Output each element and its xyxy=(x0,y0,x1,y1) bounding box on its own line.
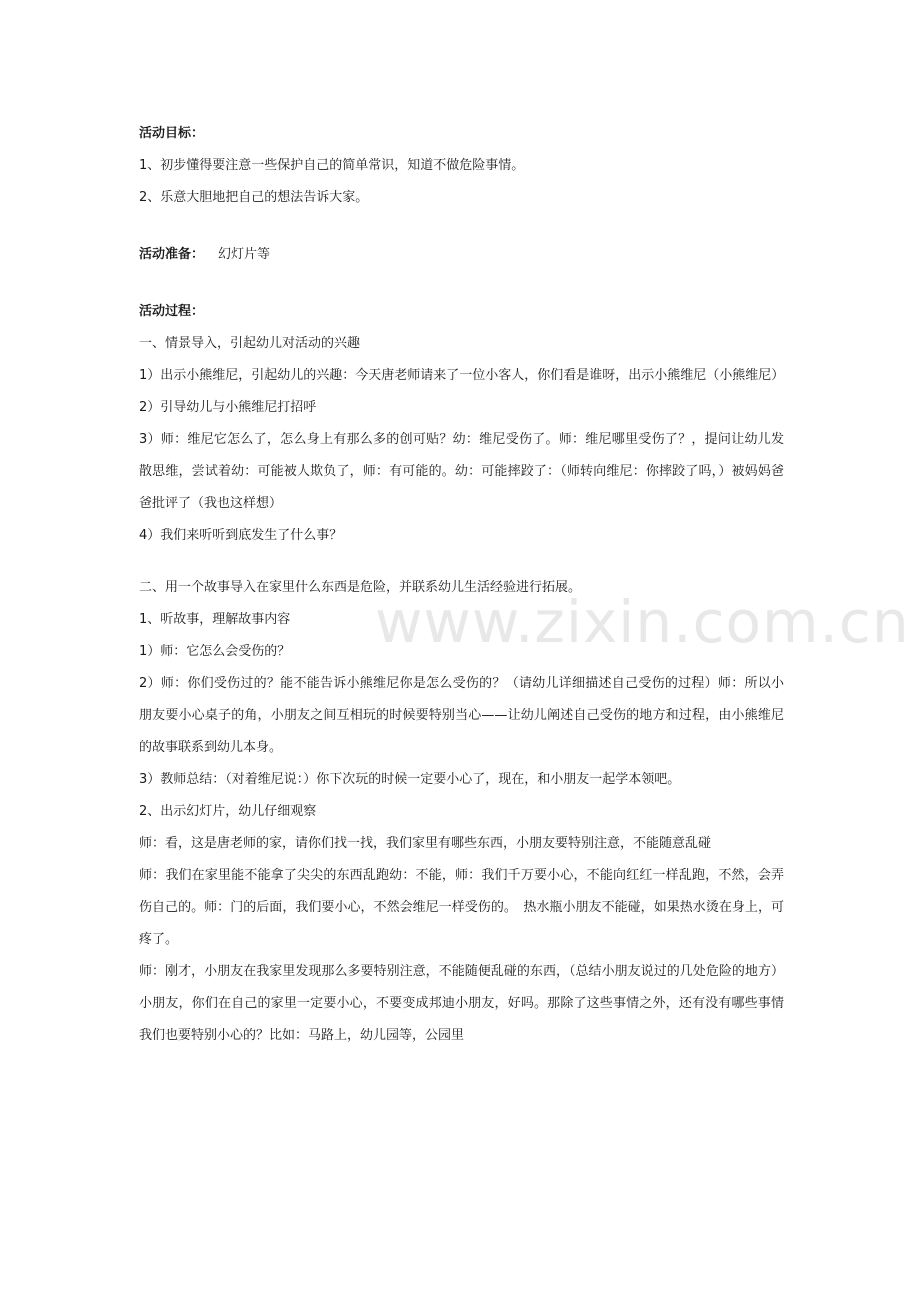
goals-heading: 活动目标： xyxy=(139,126,205,141)
part2-sub1: 1、听故事，理解故事内容 xyxy=(139,612,291,627)
paragraph: 师：我们在家里能不能拿了尖尖的东西乱跑幼：不能，师：我们千万要小心，不能向红红一样乱跑，不然，会弄伤自己的。师：门的后面，我们要小心，不然会维尼一样受伤的。 热水瓶小朋友不能碰，如果热水烫在身上，可疼了。 xyxy=(139,868,784,947)
part2-sub2: 2、出示幻灯片，幼儿仔细观察 xyxy=(139,804,317,819)
paragraph: 师：看，这是唐老师的家，请你们找一找，我们家里有哪些东西，小朋友要特别注意，不能随意乱碰 xyxy=(139,836,712,851)
paragraph: 1）出示小熊维尼，引起幼儿的兴趣：今天唐老师请来了一位小客人，你们看是谁呀，出示小熊维尼（小熊维尼） xyxy=(139,368,785,383)
goal-item: 2、乐意大胆地把自己的想法告诉大家。 xyxy=(139,190,369,205)
paragraph: 2）引导幼儿与小熊维尼打招呼 xyxy=(139,400,317,415)
spacer xyxy=(139,271,784,296)
preparation-heading: 活动准备： xyxy=(139,247,205,262)
process-heading: 活动过程： xyxy=(139,304,205,319)
lesson-plan-body xyxy=(139,118,784,1052)
goal-item: 1、初步懂得要注意一些保护自己的简单常识，知道不做危险事情。 xyxy=(139,158,525,173)
paragraph: 3）教师总结：（对着维尼说：）你下次玩的时候一定要小心了，现在，和小朋友一起学本领吧。 xyxy=(139,772,681,787)
paragraph: 3）师：维尼它怎么了，怎么身上有那么多的创可贴？幼：维尼受伤了。师：维尼哪里受伤了？，提问让幼儿发散思维，尝试着幼：可能被人欺负了，师：有可能的。幼：可能摔跤了：（师转向维尼：你摔跤了吗，）被妈妈爸爸批评了（我也这样想） xyxy=(139,432,784,511)
part1-title: 一、情景导入，引起幼儿对活动的兴趣 xyxy=(139,336,361,351)
watermark: www.zixin.com.cn xyxy=(375,588,910,656)
paragraph: 4）我们来听听到底发生了什么事？ xyxy=(139,528,343,543)
spacer xyxy=(139,552,784,572)
spacer xyxy=(139,214,784,239)
preparation-line xyxy=(139,239,784,271)
part2-title: 二、用一个故事导入在家里什么东西是危险，并联系幼儿生活经验进行拓展。 xyxy=(139,580,582,595)
paragraph: 2）师：你们受伤过的？能不能告诉小熊维尼你是怎么受伤的？（请幼儿详细描述自己受伤的过程）师：所以小朋友要小心桌子的角，小朋友之间互相玩的时候要特别当心——让幼儿阐述自己受伤的地方和过程，由小熊维尼的故事联系到幼儿本身。 xyxy=(139,676,784,755)
paragraph: 1）师：它怎么会受伤的？ xyxy=(139,644,291,659)
preparation-value: 幻灯片等 xyxy=(218,247,271,262)
paragraph: 师：刚才，小朋友在我家里发现那么多要特别注意，不能随便乱碰的东西，（总结小朋友说过的几处危险的地方）小朋友，你们在自己的家里一定要小心，不要变成邦迪小朋友，好吗。那除了这些事情之外，还有没有哪些事情我们也要特别小心的？比如：马路上，幼儿园等，公园里 xyxy=(139,964,784,1043)
